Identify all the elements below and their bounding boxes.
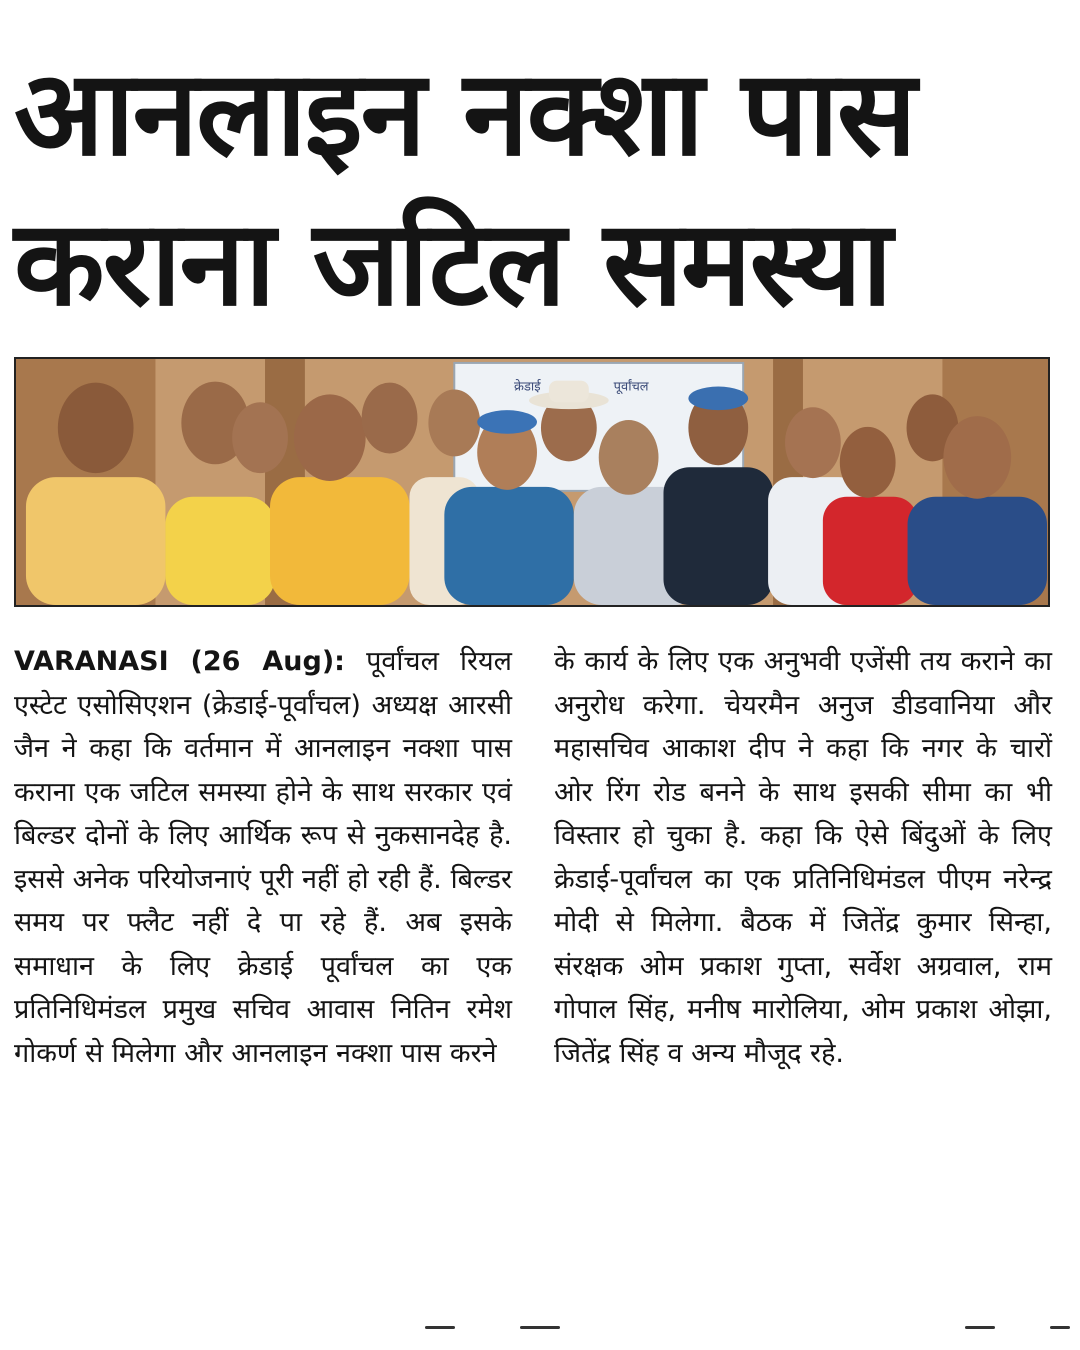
screen-text-1: क्रेडाई: [514, 379, 541, 395]
headline: [14, 38, 1064, 338]
article-text-column-2: के कार्य के लिए एक अनुभवी एजेंसी तय कराने का अनुरोध करेगा. चेयरमैन अनुज डीडवानिया और महासचिव आकाश दीप ने कहा कि नगर के चारों ओर रिंग रोड बनने के साथ इसकी सीमा का भी विस्तार हो चुका है. कहा कि ऐसे बिंदुओं के लिए क्रेडाई-पूर्वांचल का एक प्रतिनिधिमंडल पीएम नरेन्द्र मोदी से मिलेगा. बैठक में जितेंद्र कुमार सिन्हा, संरक्षक ओम प्रकाश गुप्ता, सर्वेश अग्रवाल, राम गोपाल सिंह, मनीष मारोलिया, ओम प्रकाश ओझा, जितेंद्र सिंह व अन्य मौजूद रहे.: [554, 646, 1052, 1069]
page-mark: [965, 1326, 995, 1329]
article-column-2: [554, 640, 1052, 1075]
page-mark: [520, 1326, 560, 1329]
page-mark: [425, 1326, 455, 1329]
screen-text-2: पूर्वांचल: [613, 379, 649, 395]
headline-line-2: कराना जटिल समस्या: [14, 194, 891, 332]
page-bottom-marks: [0, 1318, 1080, 1330]
dateline: VARANASI (26 Aug):: [14, 646, 345, 677]
group-photo-illustration: [16, 359, 1048, 605]
page-mark: [1050, 1326, 1070, 1329]
group-photo: [14, 357, 1050, 607]
article-body: [14, 640, 1054, 1075]
article-text-column-1: पूर्वांचल रियल एस्टेट एसोसिएशन (क्रेडाई-पूर्वांचल) अध्यक्ष आरसी जैन ने कहा कि वर्तमान में आनलाइन नक्शा पास कराना एक जटिल समस्या होने के साथ सरकार एवं बिल्डर दोनों के लिए आर्थिक रूप से नुकसानदेह है. इससे अनेक परियोजनाएं पूरी नहीं हो रही हैं. बिल्डर समय पर फ्लैट नहीं दे पा रहे हैं. अब इसके समाधान के लिए क्रेडाई पूर्वांचल का एक प्रतिनिधिमंडल प्रमुख सचिव आवास नितिन रमेश गोकर्ण से मिलेगा और आनलाइन नक्शा पास करने: [14, 646, 512, 1069]
headline-line-1: आनलाइन नक्शा पास: [14, 44, 915, 182]
article-column-1: [14, 640, 512, 1075]
